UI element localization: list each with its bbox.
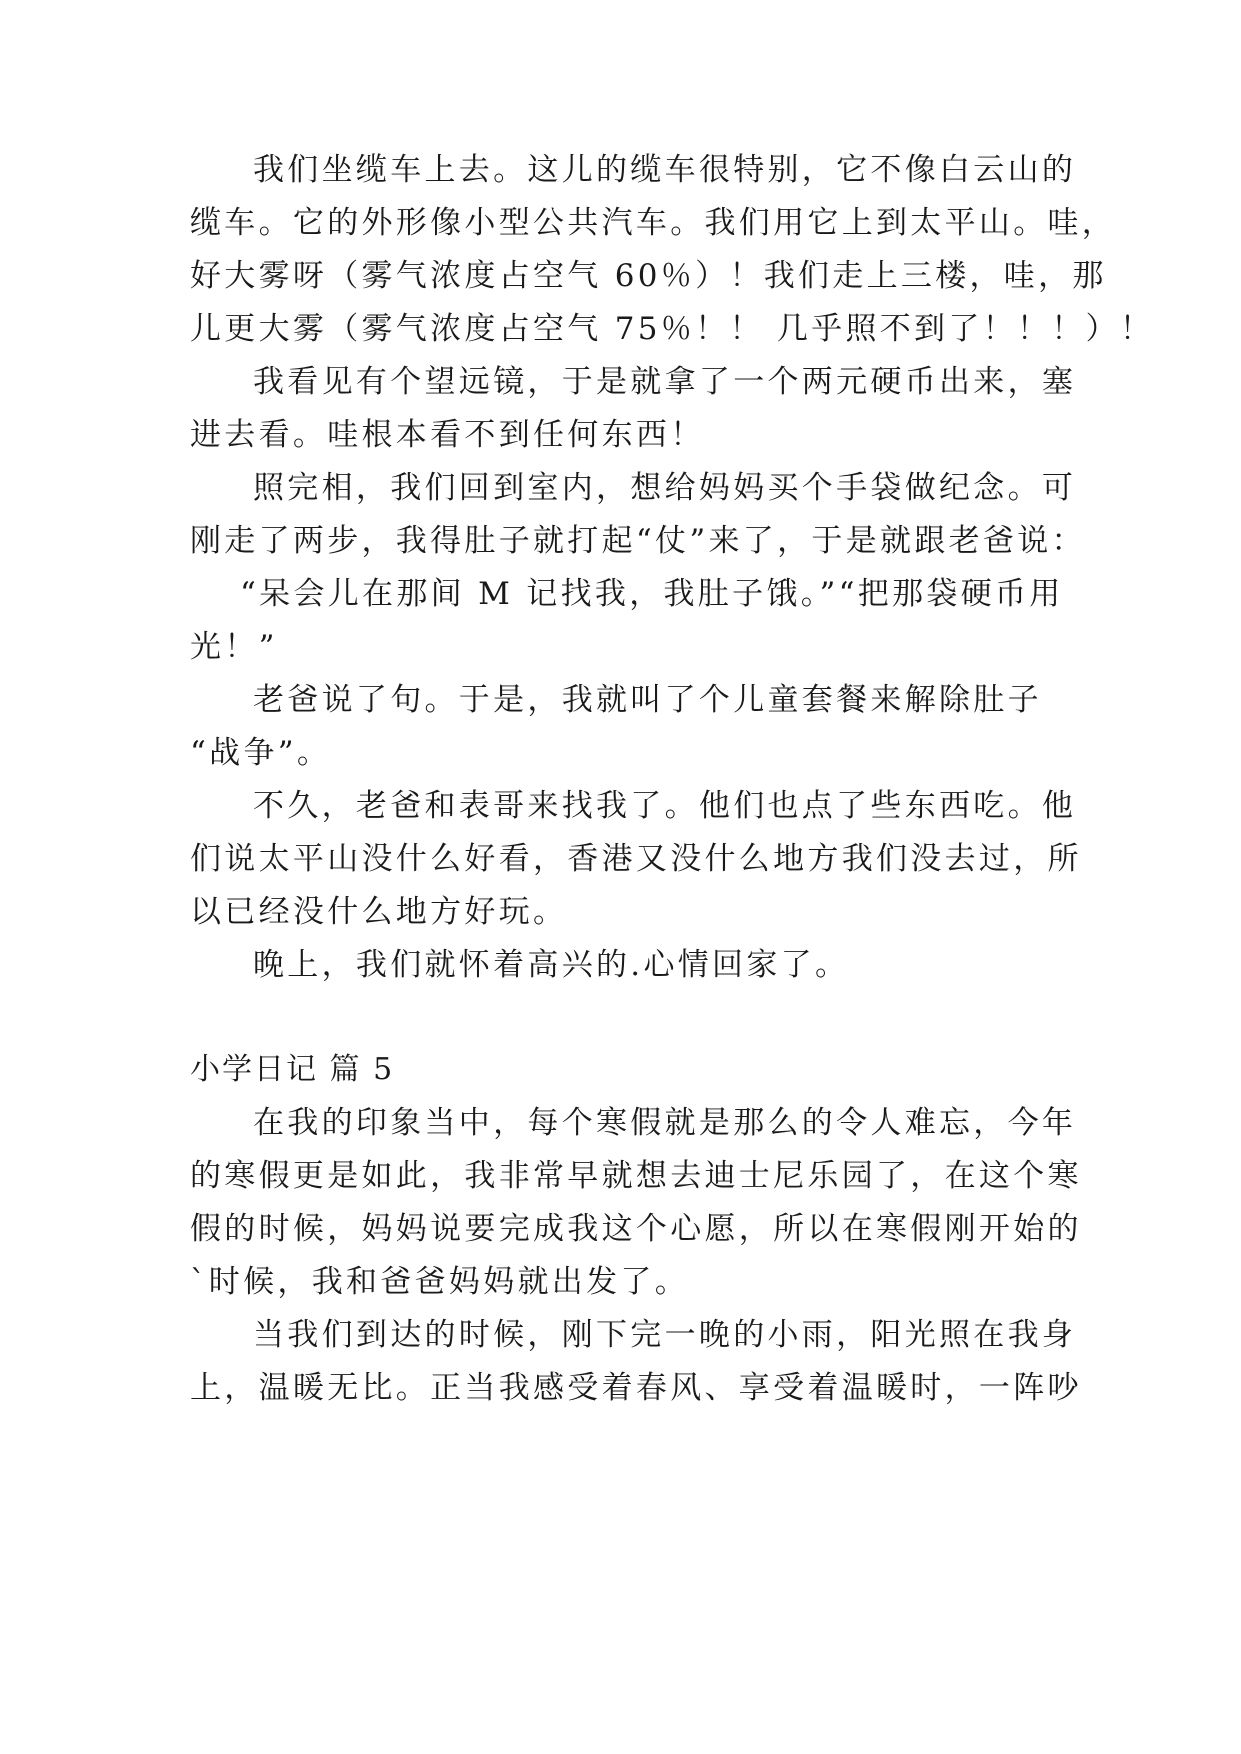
paragraph-line: 刚走了两步，我得肚子就打起“仗”来了，于是就跟老爸说： xyxy=(190,523,1086,559)
paragraph-line: `时候，我和爸爸妈妈就出发了。 xyxy=(190,1264,689,1300)
paragraph-line: 老爸说了句。于是，我就叫了个儿童套餐来解除肚子 xyxy=(253,682,1042,718)
paragraph-line: 儿更大雾（雾气浓度占空气 75％！！ 几乎照不到了！！！）！ xyxy=(190,311,1155,347)
paragraph-line: 们说太平山没什么好看，香港又没什么地方我们没去过，所 xyxy=(190,841,1082,877)
paragraph-line: 的寒假更是如此，我非常早就想去迪士尼乐园了，在这个寒 xyxy=(190,1158,1082,1194)
paragraph-line: 我看见有个望远镜，于是就拿了一个两元硬币出来，塞 xyxy=(253,364,1077,400)
paragraph-line: 上，温暖无比。正当我感受着春风、享受着温暖时，一阵吵 xyxy=(190,1370,1082,1406)
paragraph-line: 我们坐缆车上去。这儿的缆车很特别，它不像白云山的 xyxy=(253,152,1077,188)
paragraph-line: 晚上，我们就怀着高兴的.心情回家了。 xyxy=(253,947,850,983)
paragraph-line: 假的时候，妈妈说要完成我这个心愿，所以在寒假刚开始的 xyxy=(190,1211,1082,1247)
section-heading: 小学日记 篇 5 xyxy=(190,1052,395,1087)
paragraph-line: “呆会儿在那间 M 记找我，我肚子饿。”“把那袋硬币用 xyxy=(240,576,1064,612)
paragraph-line: 进去看。哇根本看不到任何东西！ xyxy=(190,417,705,453)
paragraph-line: 好大雾呀（雾气浓度占空气 60％）！我们走上三楼，哇，那 xyxy=(190,258,1107,294)
paragraph-line: 当我们到达的时候，刚下完一晚的小雨，阳光照在我身 xyxy=(253,1317,1077,1353)
paragraph-line: 照完相，我们回到室内，想给妈妈买个手袋做纪念。可 xyxy=(253,470,1077,506)
paragraph-line: 以已经没什么地方好玩。 xyxy=(190,894,568,930)
paragraph-line: “战争”。 xyxy=(190,735,332,771)
paragraph-line: 光！” xyxy=(190,629,278,665)
paragraph-line: 不久，老爸和表哥来找我了。他们也点了些东西吃。他 xyxy=(253,788,1077,824)
paragraph-line: 在我的印象当中，每个寒假就是那么的令人难忘，今年 xyxy=(253,1105,1077,1141)
paragraph-line: 缆车。它的外形像小型公共汽车。我们用它上到太平山。哇， xyxy=(190,205,1117,241)
